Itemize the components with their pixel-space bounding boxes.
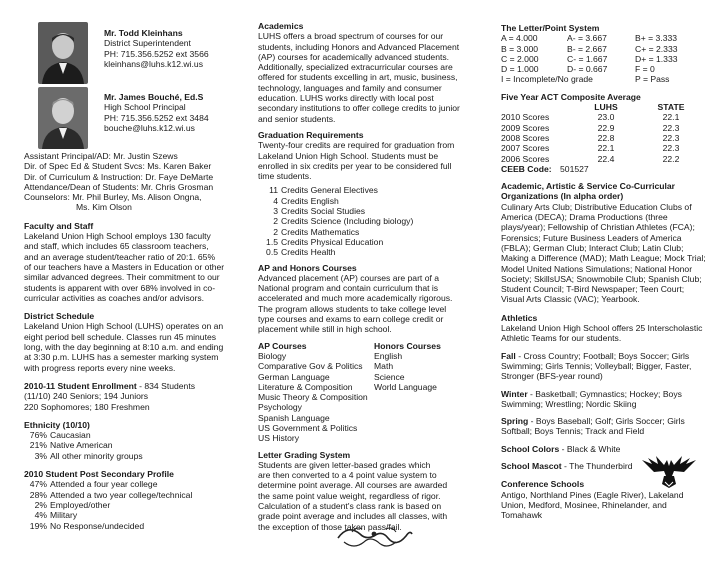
text-line: grade point average and includes all classes, with — [258, 511, 448, 522]
act-luhs: 22.1 — [597, 143, 615, 154]
pct-value: 28% — [29, 489, 47, 500]
athletics-heading: Athletics — [501, 312, 538, 323]
ap-course: Comparative Gov & Politics — [258, 361, 363, 372]
ethnicity-row — [24, 430, 252, 440]
right-column — [501, 23, 707, 520]
act-state: 22.1 — [662, 112, 680, 123]
text-line: eight period bell schedule. Classes run 45 minutes — [24, 331, 217, 342]
act-state: 22.2 — [662, 153, 680, 164]
act-year: 2008 Scores — [501, 132, 550, 143]
ap-courses-list — [258, 341, 374, 444]
ap-course: Psychology — [258, 402, 302, 413]
ornament-flourish — [334, 520, 414, 554]
act-year: 2009 Scores — [501, 122, 550, 133]
credit-row — [261, 247, 482, 257]
post-secondary-row — [24, 510, 252, 520]
ap-course: Spanish Language — [258, 412, 330, 423]
pct-label: Attended a two year college/technical — [50, 489, 193, 500]
pct-label: Attended a four year college — [50, 479, 158, 490]
credit-label: Credits English — [281, 195, 339, 206]
ceeb-code — [501, 164, 707, 174]
text-line: placement while still in high school. — [258, 324, 392, 335]
athletics-text: Lakeland Union High School offers 25 Interscholastic Athletic Teams for our students. — [501, 323, 703, 344]
text-line: enrolled in six credits per year to be considered full — [258, 160, 452, 171]
post-secondary-row — [24, 490, 252, 500]
text-line: with progress reports every nine weeks. — [24, 362, 176, 373]
text-line: (11/10) 240 Seniors; 194 Juniors — [24, 391, 149, 402]
ap-course: Music Theory & Composition — [258, 392, 368, 403]
text-line: Lakeland Union High School employs 130 faculty — [24, 231, 211, 242]
act-heading: Five Year ACT Composite Average — [501, 91, 641, 102]
grade-cell: C+ = 2.333 — [635, 43, 678, 54]
courses-table — [258, 341, 482, 444]
text-line: education. LUHS works directly with local post — [258, 93, 434, 104]
spring-sports — [501, 416, 707, 437]
academics-heading: Academics — [258, 21, 304, 31]
ceeb-value: 501527 — [560, 163, 589, 174]
text-line: are then converted to a 4 point value system to — [258, 470, 437, 481]
credit-count: 3 — [273, 206, 278, 217]
left-body — [24, 151, 252, 531]
text-line: technology, languages and family and consumer — [258, 82, 442, 93]
ethnicity-row — [24, 451, 252, 461]
text-line: Lakeland Union High School. Students must be — [258, 150, 439, 161]
text-line: LUHS offers a broad spectrum of courses for our — [258, 31, 444, 42]
text-line: accelerated and much more academically rigorous. — [258, 293, 453, 304]
credit-row — [261, 237, 482, 247]
credit-count: 2 — [273, 216, 278, 227]
mascot-label: School Mascot — [501, 460, 562, 471]
grade-scale-table — [501, 33, 707, 84]
text-line: at 3:30 p.m. LUHS has a semester marking system — [24, 352, 219, 363]
act-luhs: 22.4 — [597, 153, 615, 164]
principal-contact — [104, 92, 252, 133]
superintendent-photo — [38, 22, 88, 84]
principal-phone: PH: 715.356.5252 ext 3484 — [104, 112, 209, 123]
ap-course: US Government & Politics — [258, 422, 358, 433]
grade-cell: D = 1.000 — [501, 64, 539, 75]
text-line: similar advanced degrees. Their commitment to our — [24, 272, 220, 283]
grade-cell: A = 4.000 — [501, 33, 538, 44]
grade-cell: B = 3.000 — [501, 43, 539, 54]
text-line: the exception of those taken pass/fail. — [258, 521, 402, 532]
spring-text: - Boys Baseball; Golf; Girls Soccer; Girls Softball; Boys Tennis; Track and Field — [501, 416, 685, 437]
text-line: students, including Honors and Advanced Placement — [258, 41, 460, 52]
ap-course: Biology — [258, 350, 287, 361]
academics-text — [258, 31, 482, 124]
honors-courses-list — [374, 341, 482, 444]
credit-row — [261, 185, 482, 195]
grade-cell: C = 2.000 — [501, 53, 539, 64]
ap-course: German Language — [258, 371, 330, 382]
ap-honors-heading: AP and Honors Courses — [258, 262, 357, 273]
text-line: secondary institutions to offer college credits to junior — [258, 103, 460, 114]
post-secondary-row — [24, 500, 252, 510]
credit-row — [261, 216, 482, 226]
ethnicity-heading: Ethnicity (10/10) — [24, 419, 90, 430]
ap-course: Literature & Composition — [258, 381, 353, 392]
honors-course: Science — [374, 371, 405, 382]
credit-label: Credits Science (Including biology) — [281, 216, 414, 227]
credit-count: 11 — [269, 185, 278, 196]
act-luhs: 22.8 — [597, 132, 615, 143]
pct-value: 47% — [29, 479, 47, 490]
superintendent-phone: PH: 715.356.5252 ext 3566 — [104, 48, 209, 59]
act-col-luhs: LUHS — [594, 102, 618, 113]
text-line: National program and contain curriculum that is — [258, 283, 439, 294]
credit-label: Credits Mathematics — [281, 226, 360, 237]
grade-cell: A- = 3.667 — [567, 33, 607, 44]
ethnicity-row — [24, 440, 252, 450]
credit-count: 1.5 — [266, 236, 278, 247]
credit-label: Credits Health — [281, 247, 336, 258]
enrollment-total: - 834 Students — [136, 380, 196, 391]
pct-label: Military — [50, 510, 78, 521]
post-secondary-heading: 2010 Student Post Secondary Profile — [24, 469, 174, 480]
act-col-state: STATE — [657, 102, 685, 113]
act-luhs: 22.9 — [597, 122, 615, 133]
honors-course: Math — [374, 361, 394, 372]
pct-value: 4% — [34, 510, 47, 521]
pct-label: No Response/undecided — [50, 520, 145, 531]
pct-value: 21% — [29, 440, 47, 451]
ap-courses-heading: AP Courses — [258, 340, 307, 351]
text-line: of our teachers have a Masters in Education or other — [24, 261, 225, 272]
pct-label: All other minority groups — [50, 450, 143, 461]
grade-cell: P = Pass — [635, 74, 670, 85]
credit-count: 4 — [273, 195, 278, 206]
credit-label: Credits Physical Education — [281, 236, 384, 247]
text-line: offered for students excelling in art, music, business, — [258, 72, 458, 83]
fall-sports — [501, 351, 707, 382]
grading-heading: Letter Grading System — [258, 449, 351, 460]
credit-count: 0.5 — [266, 247, 278, 258]
act-table — [501, 102, 707, 164]
winter-sports — [501, 389, 707, 410]
text-line: curricular activities as coaches and/or advisors. — [24, 292, 205, 303]
conference-heading: Conference Schools — [501, 479, 585, 490]
text-line: and an average student/teacher ratio of 20:1. 65% — [24, 251, 216, 262]
principal-photo — [38, 87, 88, 149]
credit-row — [261, 227, 482, 237]
post-secondary-row — [24, 521, 252, 531]
honors-courses-heading: Honors Courses — [374, 340, 441, 351]
faculty-heading: Faculty and Staff — [24, 220, 94, 231]
grade-cell: D+ = 1.333 — [635, 53, 678, 64]
grade-cell: F = 0 — [635, 64, 655, 75]
act-state: 22.3 — [662, 122, 680, 133]
credit-label: Credits Social Studies — [281, 206, 366, 217]
grade-cell: B+ = 3.333 — [635, 33, 678, 44]
act-state: 22.3 — [662, 132, 680, 143]
mascot-value: - The Thunderbird — [561, 460, 633, 471]
text-line: 220 Sophomores; 180 Freshmen — [24, 401, 150, 412]
ceeb-label: CEEB Code: — [501, 163, 552, 174]
credit-row — [261, 196, 482, 206]
credit-count: 2 — [273, 226, 278, 237]
grade-cell: I = Incomplete/No grade — [501, 74, 593, 85]
principal-title: High School Principal — [104, 102, 186, 113]
text-line: time students. — [258, 171, 312, 182]
superintendent-contact — [104, 28, 252, 69]
pct-value: 3% — [34, 450, 47, 461]
staff-line: Attendance/Dean of Students: Mr. Chris Grosman — [24, 181, 214, 192]
text-line: type courses and exams to earn college credit or — [258, 314, 444, 325]
middle-column — [258, 21, 482, 532]
principal-name: Mr. James Bouché, Ed.S — [104, 92, 204, 102]
schedule-text — [24, 321, 252, 372]
graduation-text — [258, 140, 482, 181]
graduation-heading: Graduation Requirements — [258, 129, 364, 140]
pct-label: Caucasian — [50, 430, 91, 441]
text-line: the same point value weight, regardless of rigor. — [258, 490, 441, 501]
text-line: The program allows students to take college level — [258, 303, 447, 314]
pct-label: Native American — [50, 440, 113, 451]
superintendent-title: District Superintendent — [104, 38, 191, 49]
act-year: 2007 Scores — [501, 143, 550, 154]
post-secondary-row — [24, 479, 252, 489]
grade-cell: C- = 1.667 — [567, 53, 608, 64]
text-line: Twenty-four credits are required for graduation from — [258, 140, 455, 151]
staff-line: Dir. of Spec Ed & Student Svcs: Ms. Karen Baker — [24, 161, 212, 172]
ap-course: US History — [258, 433, 300, 444]
credit-label: Credits General Electives — [281, 185, 378, 196]
text-line: determine point average. All courses are awarded — [258, 480, 448, 491]
text-line: Advanced placement (AP) courses are part of a — [258, 272, 440, 283]
principal-email[interactable]: bouche@luhs.k12.wi.us — [104, 122, 195, 133]
pct-label: Employed/other — [50, 499, 111, 510]
fall-label: Fall — [501, 350, 516, 361]
grade-cell: B- = 2.667 — [567, 43, 607, 54]
credits-list — [261, 185, 482, 257]
superintendent-name: Mr. Todd Kleinhans — [104, 28, 183, 38]
conference-text: Antigo, Northland Pines (Eagle River), Lakeland Union, Medford, Mosinee, Rhinelander, and Tomahawk — [501, 489, 684, 521]
text-line: and senior students. — [258, 113, 336, 124]
pct-value: 19% — [29, 520, 47, 531]
staff-line: Assistant Principal/AD: Mr. Justin Szews — [24, 151, 178, 161]
pct-value: 2% — [34, 499, 47, 510]
act-state: 22.3 — [662, 143, 680, 154]
schedule-heading: District Schedule — [24, 311, 95, 322]
text-line: students is apparent with over 68% involved in co- — [24, 282, 216, 293]
staff-directory — [24, 151, 252, 213]
enrollment-heading — [24, 381, 252, 391]
portrait-image — [38, 87, 88, 149]
portrait-image — [38, 22, 88, 84]
text-line: Additionally, specialized extracurricular courses are — [258, 62, 453, 73]
honors-course: World Language — [374, 381, 437, 392]
staff-line: Counselors: Mr. Phil Burley, Ms. Alison Ongna, — [24, 192, 202, 203]
honors-course: English — [374, 350, 403, 361]
scale-heading: The Letter/Point System — [501, 23, 600, 33]
winter-text: - Basketball; Gymnastics; Hockey; Boys Swimming; Wrestling; Nordic Skiing — [501, 388, 682, 409]
act-luhs: 23.0 — [597, 112, 615, 123]
pct-value: 76% — [29, 430, 47, 441]
grade-cell: D- = 0.667 — [567, 64, 608, 75]
ap-honors-text — [258, 273, 482, 335]
act-year: 2010 Scores — [501, 112, 550, 123]
colors-value: - Black & White — [559, 443, 621, 454]
text-line: Lakeland Union High School (LUHS) operates on an — [24, 321, 224, 332]
text-line: (AP) courses for academically advanced students. — [258, 51, 450, 62]
credit-row — [261, 206, 482, 216]
organizations-heading: Academic, Artistic & Service Co-Curricular Organizations (In alpha order) — [501, 181, 676, 202]
staff-line: Ms. Kim Olson — [76, 202, 132, 213]
text-line: Students are given letter-based grades which — [258, 459, 431, 470]
winter-label: Winter — [501, 388, 528, 399]
act-header-blank — [501, 102, 571, 112]
act-year: 2006 Scores — [501, 153, 550, 164]
staff-line: Dir. of Curriculum & Instruction: Dr. Faye DeMarte — [24, 171, 214, 182]
text-line: long, with the day beginning at 8:10 a.m. and ending — [24, 342, 224, 353]
superintendent-email[interactable]: kleinhans@luhs.k12.wi.us — [104, 58, 204, 69]
faculty-text — [24, 231, 252, 303]
enrollment-title: 2010-11 Student Enrollment — [24, 380, 137, 391]
fall-text: - Cross Country; Football; Boys Soccer; Girls Swimming; Girls Tennis; Volleyball; Bigger, Faster, Stronger (BFS-year round) — [501, 350, 692, 382]
thunderbird-logo-icon — [640, 450, 698, 490]
spring-label: Spring — [501, 416, 529, 427]
organizations-text: Culinary Arts Club; Distributive Education Clubs of America (DECA); Drama Productions (three plays/year); Fellowship of Christian Athletes (FCA); Forensics; Future Business Leaders of America (FBLA); German Club; Interact Club; Latin Club; Making a Difference (MAD); Math League; Mock Trial; Model United Nations Simulations; National Honor Society; SkillsUSA; Snowmobile Club; Spanish Club; Student Council; T-Bird Newspaper; Teen Court; Visual Arts Classic (VAC); Yearbook. — [501, 201, 706, 305]
colors-label: School Colors — [501, 443, 560, 454]
text-line: Calculation of a student's class rank is based on — [258, 501, 442, 512]
text-line: and staff, which includes 65 classroom teachers, — [24, 241, 209, 252]
